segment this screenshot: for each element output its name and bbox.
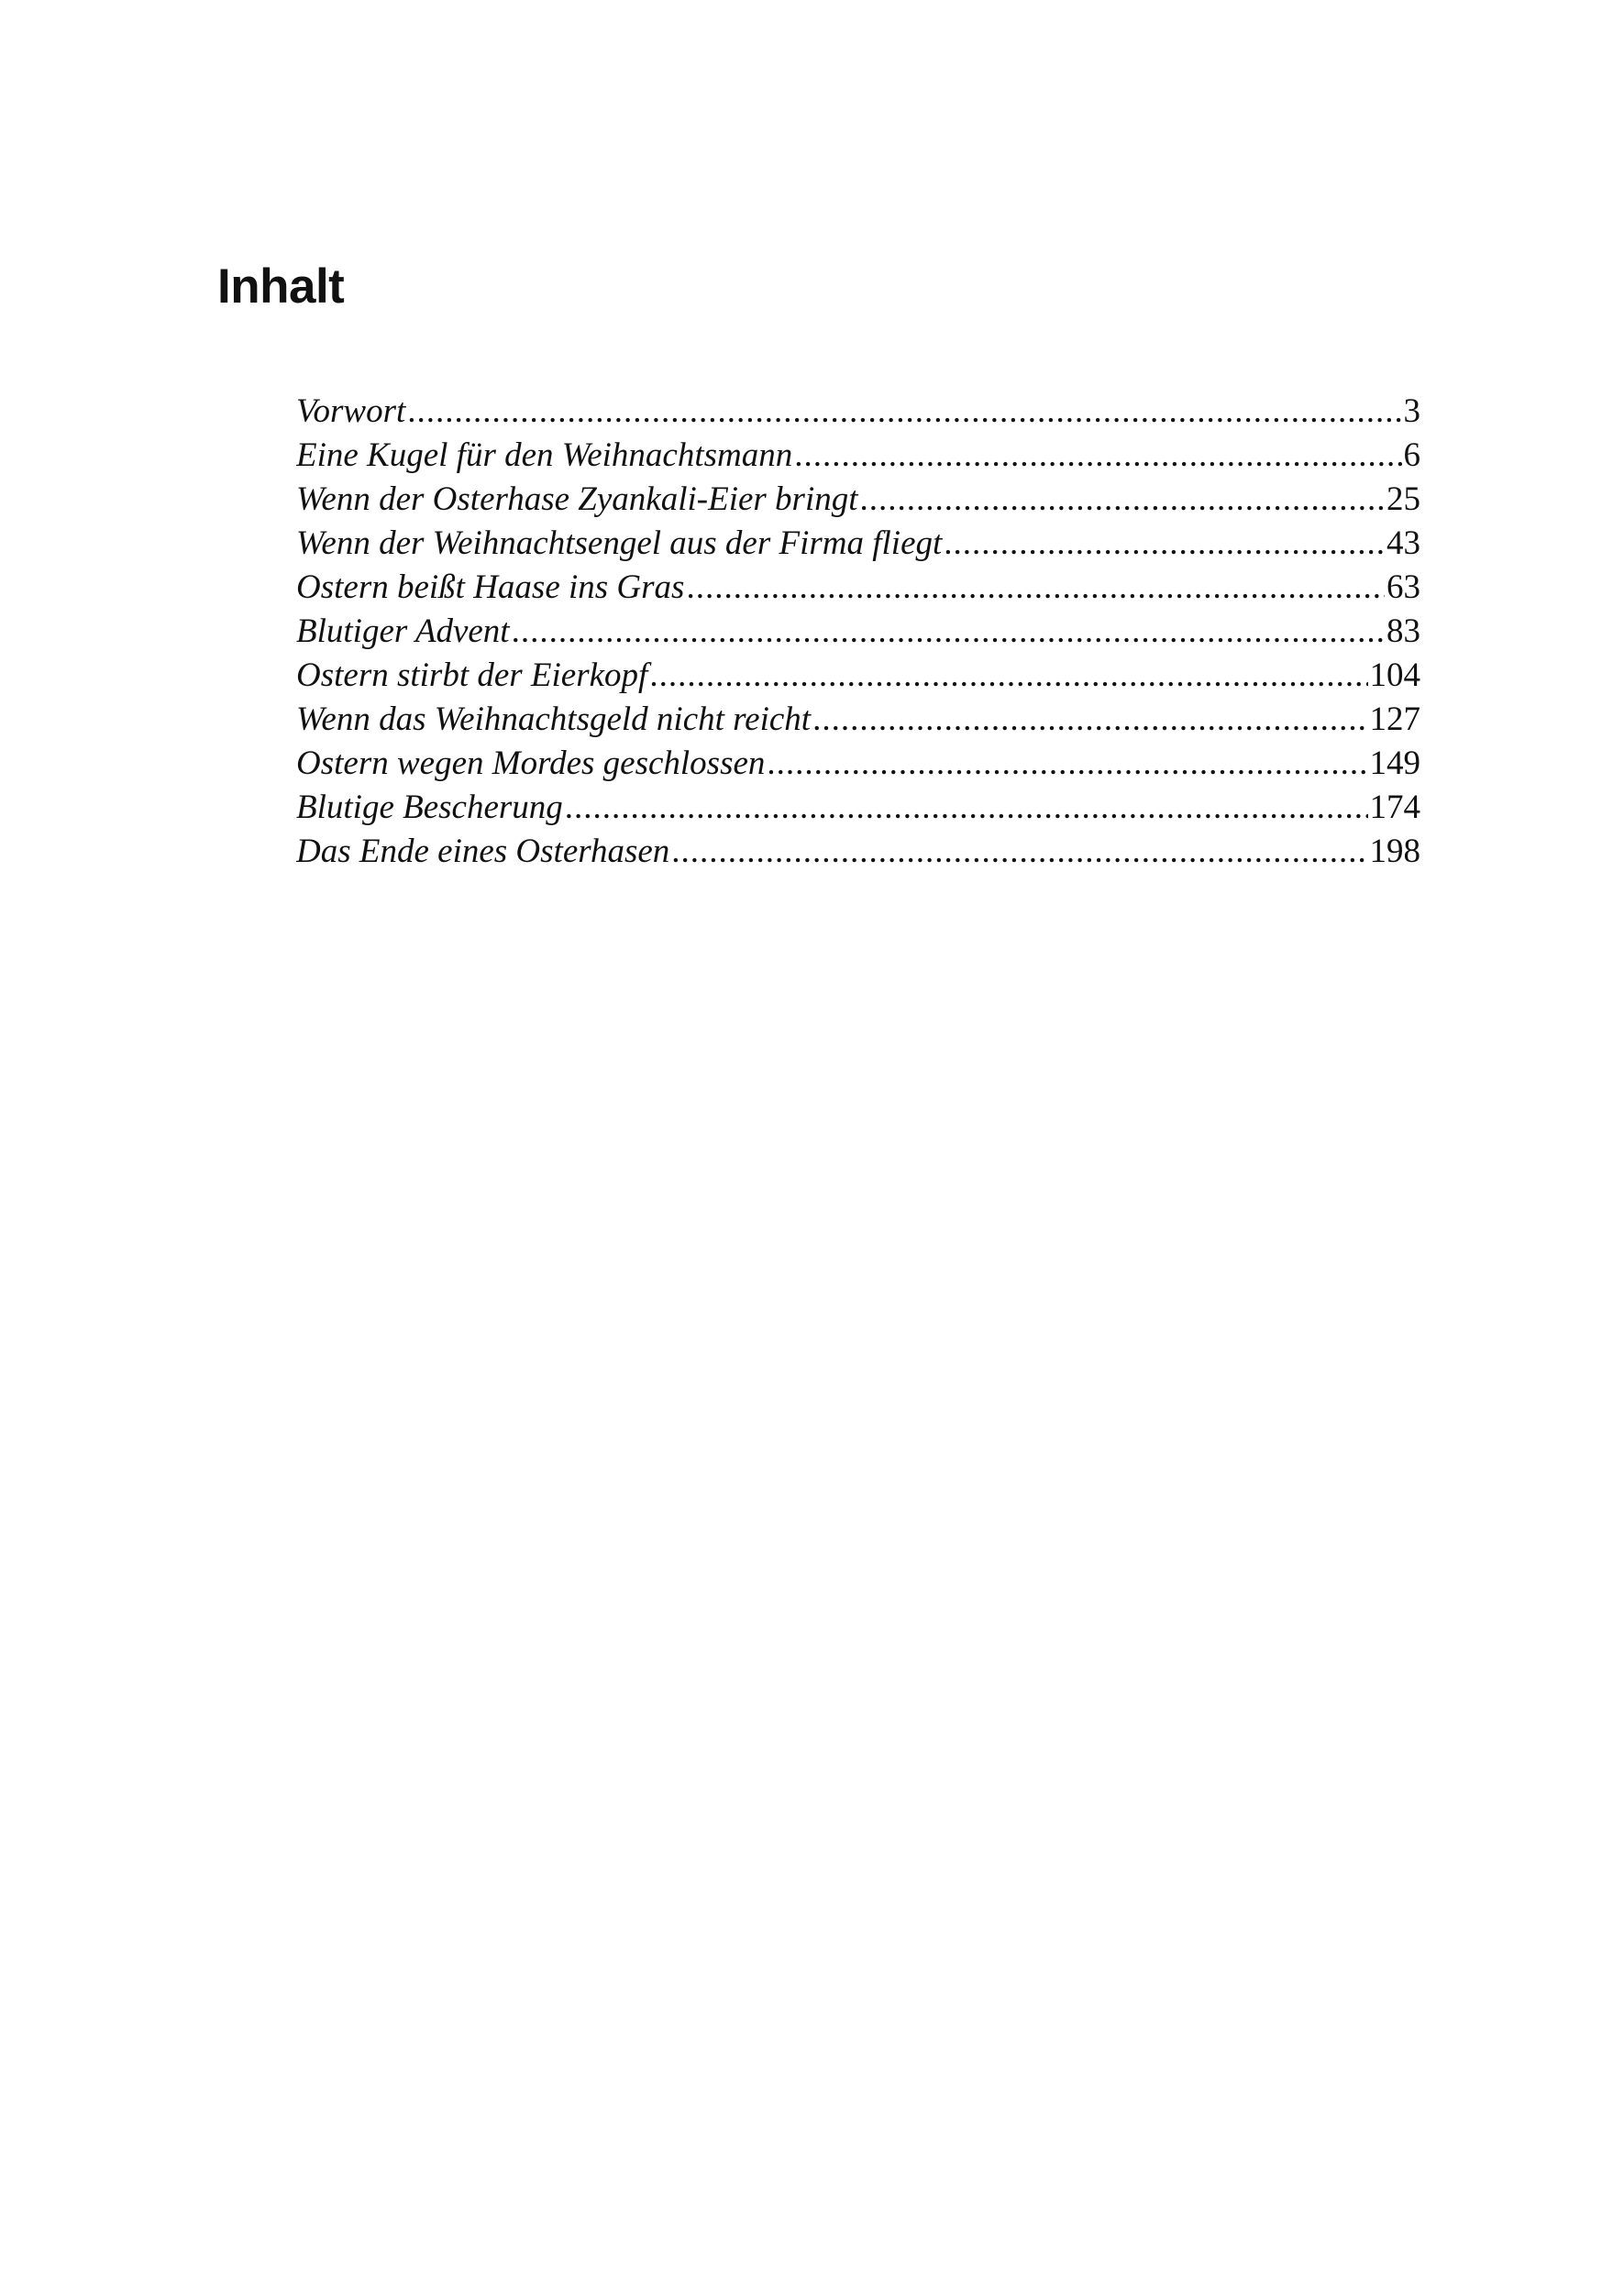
toc-entry-title: Wenn der Osterhase Zyankali-Eier bringt [296,480,858,518]
toc-entry-title: Wenn der Weihnachtsengel aus der Firma fliegt [296,524,943,562]
toc-entry-title: Ostern beißt Haase ins Gras [296,568,685,606]
toc-entry [296,698,1420,742]
toc-dot-leader [812,698,1367,742]
toc-entry [296,610,1420,654]
toc-dot-leader [512,610,1385,654]
toc-entry-page: 149 [1369,745,1420,782]
toc-entry [296,390,1420,434]
toc-entry [296,786,1420,830]
toc-entry-page: 6 [1403,436,1420,474]
toc-entry-title: Ostern stirbt der Eierkopf [296,657,648,694]
page-title: Inhalt [217,259,345,314]
toc-entry [296,830,1420,874]
toc-entry [296,566,1420,610]
toc-entry-page: 25 [1386,480,1420,518]
toc-dot-leader [565,786,1368,830]
toc-entry-page: 43 [1386,524,1420,562]
toc-entry [296,654,1420,698]
toc-entry-page: 63 [1386,568,1420,606]
toc-entry [296,522,1420,566]
toc-entry-page: 127 [1369,701,1420,738]
toc-entry-page: 174 [1369,789,1420,826]
toc-dot-leader [944,522,1385,566]
toc-entry [296,478,1420,522]
toc-entry-title: Ostern wegen Mordes geschlossen [296,745,766,782]
toc-entry [296,742,1420,786]
toc-entry-title: Das Ende eines Osterhasen [296,833,670,870]
toc-entry-page: 104 [1369,657,1420,694]
toc-dot-leader [671,830,1367,874]
toc-entry-title: Eine Kugel für den Weihnachtsmann [296,436,793,474]
toc-entry-page: 83 [1386,612,1420,650]
toc-entry-page: 3 [1403,392,1420,430]
toc-dot-leader [649,654,1367,698]
toc-entry-title: Blutige Bescherung [296,789,563,826]
toc-dot-leader [794,434,1401,478]
toc-entry-title: Vorwort [296,392,406,430]
toc-dot-leader [407,390,1401,434]
toc-dot-leader [686,566,1385,610]
toc-entry-page: 198 [1369,833,1420,870]
toc-entry-title: Wenn das Weihnachtsgeld nicht reicht [296,701,812,738]
table-of-contents [296,390,1420,874]
toc-dot-leader [860,478,1385,522]
toc-entry [296,434,1420,478]
toc-entry-title: Blutiger Advent [296,612,510,650]
toc-dot-leader [767,742,1367,786]
